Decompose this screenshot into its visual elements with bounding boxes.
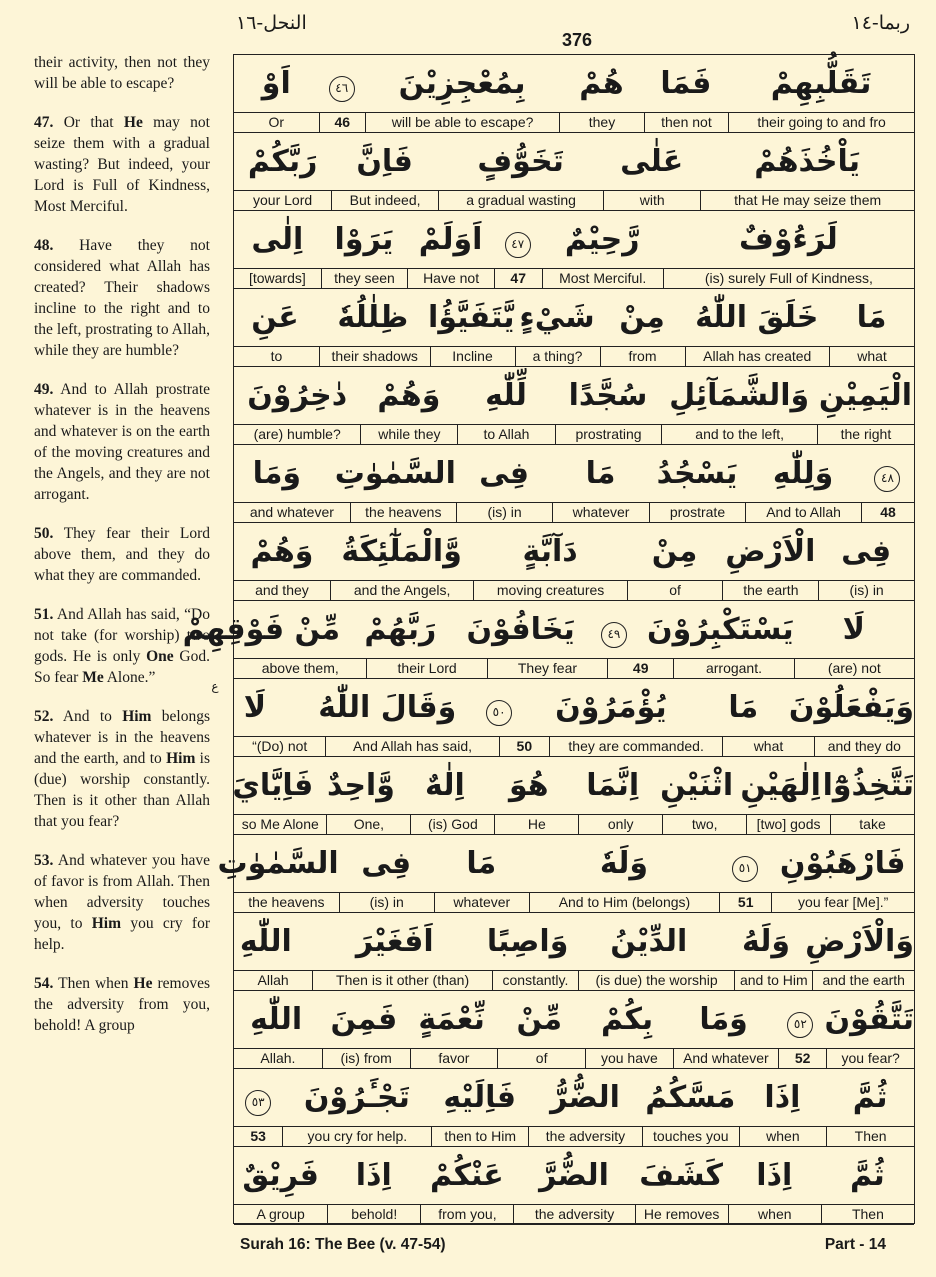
word-translation: (is) surely Full of Kindness, bbox=[663, 269, 914, 288]
commentary-text: their activity, then not they will be able to escape? bbox=[34, 54, 210, 92]
grid-row bbox=[234, 757, 914, 835]
word-translation: then not bbox=[644, 113, 728, 132]
word-translation: And whatever bbox=[673, 1049, 778, 1068]
arabic-word: مَا bbox=[856, 300, 887, 335]
grid-row bbox=[234, 1147, 914, 1225]
arabic-word: وَالْاَرْضِ bbox=[805, 924, 914, 959]
ayah-number-label: 51 bbox=[719, 893, 771, 912]
surah-name: النحل-١٦ bbox=[236, 12, 307, 34]
word-translation: will be able to escape? bbox=[365, 113, 559, 132]
word-translation: But indeed, bbox=[331, 191, 438, 210]
word-translation: Have not bbox=[407, 269, 494, 288]
ayah-number-label: 53 bbox=[250, 1128, 266, 1144]
arabic-word: فِى bbox=[361, 846, 412, 881]
grid-row bbox=[234, 913, 914, 991]
translation-commentary bbox=[34, 52, 210, 1054]
translation-line bbox=[234, 113, 914, 133]
arabic-word: شَيْءٍ bbox=[519, 300, 595, 335]
commentary-text: And to Allah prostrate whatever is in the heavens and whatever is on the earth of the moving creatures and the Angels, and they are not arrogant. bbox=[34, 381, 210, 503]
arabic-word: اِلٰى bbox=[251, 222, 304, 257]
commentary-text: They fear their Lord above them, and they do what they are commanded. bbox=[34, 525, 210, 584]
verse-number: 54. bbox=[34, 975, 54, 992]
ayah-number-label: 48 bbox=[861, 503, 914, 522]
arabic-word: يَسْتَكْبِرُوْنَ bbox=[647, 612, 794, 647]
arabic-word: تَقَلُّبِهِمْ bbox=[770, 66, 872, 101]
ayah-number-cell bbox=[319, 65, 365, 102]
arabic-word: تَتَّخِذُوْٓا bbox=[822, 768, 914, 803]
arabic-word: مِّنْ bbox=[516, 1002, 563, 1037]
word-translation: you have bbox=[585, 1049, 673, 1068]
commentary-text: And Allah has said, “Do not take (for worship) two gods. He is only bbox=[34, 606, 210, 665]
grid-row bbox=[234, 445, 914, 523]
word-translation: the adversity bbox=[528, 1127, 642, 1146]
word-translation: from bbox=[600, 347, 685, 366]
ayah-number-cell bbox=[776, 1001, 824, 1038]
arabic-word: وَيَفْعَلُوْنَ bbox=[788, 690, 914, 725]
arabic-word: يَسْجُدُ bbox=[656, 456, 738, 491]
arabic-word: ظِلٰلُهٗ bbox=[337, 300, 409, 335]
word-translation: and whatever bbox=[249, 504, 334, 520]
word-translation: the heavens bbox=[350, 503, 456, 522]
translation-line bbox=[234, 1205, 914, 1225]
commentary-text: He bbox=[123, 114, 143, 131]
word-translation: prostrate bbox=[649, 503, 745, 522]
verse-number: 49. bbox=[34, 381, 54, 398]
word-translation: Allah. bbox=[260, 1050, 296, 1066]
arabic-word: اِذَا bbox=[764, 1080, 801, 1115]
word-translation: they bbox=[559, 113, 643, 132]
word-translation: And to Him (belongs) bbox=[529, 893, 719, 912]
word-translation: your Lord bbox=[253, 192, 313, 208]
word-translation: their going to and fro bbox=[728, 113, 914, 132]
commentary-text: Then when bbox=[53, 975, 134, 992]
translation-line bbox=[234, 659, 914, 679]
arabic-word: الضُّرُّ bbox=[550, 1080, 620, 1115]
grid-row bbox=[234, 991, 914, 1069]
arabic-word: الضُّرَّ bbox=[539, 1158, 609, 1193]
word-translation: then to Him bbox=[431, 1127, 528, 1146]
arabic-word: السَّمٰوٰتِ bbox=[217, 846, 339, 881]
verse-number: 50. bbox=[34, 525, 54, 542]
word-translation: when bbox=[739, 1127, 827, 1146]
arabic-word: وَلَهٗ bbox=[599, 846, 648, 881]
word-translation: to bbox=[270, 348, 283, 364]
arabic-line bbox=[234, 913, 914, 971]
commentary-text: Alone.” bbox=[103, 669, 156, 686]
word-translation: with bbox=[603, 191, 700, 210]
arabic-word: لِّلّٰهِ bbox=[485, 378, 527, 413]
arabic-word: تَجْـَٔرُوْنَ bbox=[303, 1080, 410, 1115]
translation-line bbox=[234, 737, 914, 757]
arabic-word: يَخَافُوْنَ bbox=[466, 612, 575, 647]
word-translation: only bbox=[578, 815, 662, 834]
arabic-word: نِّعْمَةٍ bbox=[418, 1002, 485, 1037]
arabic-word: عَنْكُمْ bbox=[430, 1158, 504, 1193]
arabic-word: رَبَّهُمْ bbox=[364, 612, 437, 647]
arabic-line bbox=[234, 1147, 914, 1205]
arabic-word: وَهُمْ bbox=[377, 378, 441, 413]
word-translation: constantly. bbox=[492, 971, 578, 990]
arabic-word: الدِّيْنُ bbox=[610, 924, 688, 959]
arabic-word: فَمَا bbox=[660, 66, 712, 101]
word-translation: of bbox=[497, 1049, 585, 1068]
arabic-word: اللّٰهِ bbox=[239, 924, 292, 959]
arabic-word: دَآبَّةٍ bbox=[522, 534, 578, 569]
word-by-word-grid bbox=[182, 54, 915, 1224]
word-translation: they seen bbox=[321, 269, 408, 288]
word-translation: whatever bbox=[434, 893, 529, 912]
page-header bbox=[0, 0, 936, 54]
arabic-word: فَمِنَ bbox=[330, 1002, 398, 1037]
word-translation: the heavens bbox=[248, 894, 325, 910]
word-translation: the earth bbox=[722, 581, 818, 600]
ayah-end-marker: ٥٢ bbox=[787, 1012, 813, 1038]
arabic-line bbox=[234, 1069, 914, 1127]
arabic-word: بِمُعْجِزِيْنَ bbox=[398, 66, 526, 101]
arabic-line bbox=[234, 757, 914, 815]
word-translation: Most Merciful. bbox=[542, 269, 663, 288]
word-translation: moving creatures bbox=[473, 581, 626, 600]
commentary-text: Him bbox=[122, 708, 152, 725]
word-translation: of bbox=[627, 581, 723, 600]
arabic-word: اَوْ bbox=[261, 66, 291, 101]
page-number: 376 bbox=[562, 30, 593, 50]
arabic-word: مَا bbox=[585, 456, 616, 491]
translation-line bbox=[234, 347, 914, 367]
ayah-end-marker: ٤٩ bbox=[601, 622, 627, 648]
grid-row bbox=[182, 601, 914, 679]
word-translation: from you, bbox=[420, 1205, 513, 1224]
word-translation: (are) not bbox=[794, 659, 914, 678]
word-translation: One, bbox=[326, 815, 410, 834]
word-translation: (are) humble? bbox=[253, 426, 341, 442]
word-translation: And to Allah bbox=[745, 503, 861, 522]
commentary-text: Or that bbox=[53, 114, 124, 131]
arabic-line bbox=[234, 55, 914, 113]
arabic-word: كَشَفَ bbox=[639, 1158, 723, 1193]
arabic-word: وَمَا bbox=[699, 1002, 748, 1037]
word-translation: take bbox=[830, 815, 914, 834]
ayah-end-marker: ٤٦ bbox=[329, 76, 355, 102]
arabic-line bbox=[234, 991, 914, 1049]
verse-number: 48. bbox=[34, 237, 54, 254]
word-translation: (is due) the worship bbox=[578, 971, 734, 990]
grid-row bbox=[234, 679, 914, 757]
part-name: ربما-١٤ bbox=[851, 12, 910, 34]
commentary-text: you cry for help. bbox=[34, 915, 210, 953]
arabic-word: تَخَوُّفٍ bbox=[477, 144, 564, 179]
ayah-end-marker: ٥٣ bbox=[245, 1090, 271, 1116]
arabic-line bbox=[234, 445, 914, 503]
grid-row bbox=[234, 1069, 914, 1147]
word-translation: favor bbox=[410, 1049, 498, 1068]
ayah-number-cell bbox=[861, 455, 914, 492]
word-translation: they are commanded. bbox=[549, 737, 722, 756]
translation-line bbox=[234, 971, 914, 991]
arabic-word: يُؤْمَرُوْنَ bbox=[555, 690, 667, 725]
footer-title: Surah 16: The Bee (v. 47-54) bbox=[240, 1236, 446, 1253]
translation-line bbox=[234, 1127, 914, 1147]
arabic-word: وَمَا bbox=[252, 456, 302, 491]
commentary-text: is (due) worship constantly. Then is it other than Allah that you fear? bbox=[34, 750, 210, 830]
footer-part: Part - 14 bbox=[824, 1236, 886, 1253]
arabic-word: فِى bbox=[479, 456, 530, 491]
arabic-word: فَاِلَيْهِ bbox=[443, 1080, 516, 1115]
translation-line bbox=[234, 425, 914, 445]
arabic-word: اثْنَيْنِ bbox=[660, 768, 734, 803]
word-translation: prostrating bbox=[555, 425, 662, 444]
word-translation: so Me Alone bbox=[241, 816, 319, 832]
arabic-word: اِذَا bbox=[355, 1158, 392, 1193]
commentary-paragraph bbox=[34, 706, 210, 832]
word-translation: touches you bbox=[642, 1127, 739, 1146]
commentary-paragraph bbox=[34, 235, 210, 361]
grid-row bbox=[234, 523, 914, 601]
word-translation: (is) in bbox=[818, 581, 914, 600]
arabic-word: ثُمَّ bbox=[850, 1158, 885, 1193]
arabic-word: عَنِ bbox=[251, 300, 299, 335]
arabic-word: لَا bbox=[243, 690, 267, 725]
arabic-word: وَلِلّٰهِ bbox=[772, 456, 834, 491]
translation-line bbox=[234, 503, 914, 523]
arabic-line bbox=[217, 835, 914, 893]
arabic-word: مَسَّكُمُ bbox=[645, 1080, 736, 1115]
commentary-text: may not seize them with a gradual wasting? But indeed, your Lord is Full of Kindness, Most Merciful. bbox=[34, 114, 210, 215]
arabic-word: عَلٰى bbox=[620, 144, 684, 179]
commentary-text: Have they not considered what Allah has created? Their shadows incline to the right and to the left, prostrating to Allah, while they are humble? bbox=[34, 237, 210, 359]
word-translation: Then is it other (than) bbox=[312, 971, 492, 990]
commentary-paragraph bbox=[34, 112, 210, 217]
commentary-text: And to bbox=[53, 708, 123, 725]
word-translation: He bbox=[494, 815, 578, 834]
arabic-word: رَّحِيْمٌ bbox=[564, 222, 640, 257]
arabic-line bbox=[234, 133, 914, 191]
translation-line bbox=[234, 191, 914, 211]
commentary-text: belongs whatever is in the heavens and the earth, and to bbox=[34, 708, 210, 767]
arabic-line bbox=[234, 367, 914, 425]
arabic-line bbox=[234, 211, 914, 269]
word-translation: and to the left, bbox=[661, 425, 816, 444]
commentary-paragraph bbox=[34, 523, 210, 586]
arabic-word: وَلَهُ bbox=[741, 924, 791, 959]
word-translation: [towards] bbox=[248, 270, 306, 286]
translation-line bbox=[234, 1049, 914, 1069]
word-translation: that He may seize them bbox=[700, 191, 914, 210]
word-translation: whatever bbox=[552, 503, 648, 522]
word-translation: A group bbox=[256, 1206, 305, 1222]
translation-line bbox=[234, 893, 914, 913]
arabic-word: اِذَا bbox=[756, 1158, 793, 1193]
arabic-word: اَوَلَمْ bbox=[418, 222, 483, 257]
commentary-paragraph bbox=[34, 379, 210, 505]
commentary-text: God. So fear bbox=[34, 648, 211, 686]
commentary-paragraph bbox=[34, 850, 210, 955]
commentary-paragraph bbox=[34, 52, 210, 94]
word-translation: two, bbox=[662, 815, 746, 834]
arabic-word: اَفَغَيْرَ bbox=[355, 924, 434, 959]
word-translation: Allah has created bbox=[685, 347, 830, 366]
arabic-word: فِى bbox=[841, 534, 892, 569]
word-translation: what bbox=[829, 347, 914, 366]
commentary-text: He bbox=[133, 975, 153, 992]
arabic-line bbox=[234, 679, 914, 737]
word-translation: their Lord bbox=[366, 659, 486, 678]
page-footer bbox=[0, 1236, 936, 1262]
word-translation: the right bbox=[817, 425, 914, 444]
arabic-word: هُوَ bbox=[509, 768, 549, 803]
arabic-word: مِنْ bbox=[651, 534, 698, 569]
arabic-word: فَاِيَّايَ bbox=[232, 768, 314, 803]
arabic-word: مِّنْ فَوْقِهِمْ bbox=[182, 612, 341, 647]
verse-number: 53. bbox=[34, 852, 54, 869]
ayah-number-label: 52 bbox=[778, 1049, 826, 1068]
word-translation: and to Him bbox=[734, 971, 812, 990]
word-translation: the adversity bbox=[513, 1205, 634, 1224]
arabic-word: تَتَّقُوْنَ bbox=[824, 1002, 914, 1037]
word-translation: and they do bbox=[814, 737, 914, 756]
arabic-word: الْاَرْضِ bbox=[725, 534, 816, 569]
word-translation: you cry for help. bbox=[282, 1127, 431, 1146]
grid-row bbox=[234, 367, 914, 445]
word-translation: “(Do) not bbox=[252, 738, 308, 754]
commentary-text: removes the adversity from you, behold! A group bbox=[34, 975, 210, 1034]
commentary-text: And whatever you have of favor is from Allah. Then when adversity touches you, to bbox=[34, 852, 210, 932]
translation-line bbox=[234, 269, 914, 289]
word-translation: when bbox=[728, 1205, 821, 1224]
arabic-word: بِكُمْ bbox=[600, 1002, 654, 1037]
arabic-word: يَّتَفَيَّؤُا bbox=[428, 300, 515, 335]
arabic-word: الْيَمِيْنِ bbox=[818, 378, 912, 413]
ayah-number-cell bbox=[474, 689, 524, 726]
verse-number: 47. bbox=[34, 114, 54, 131]
grid-row bbox=[234, 133, 914, 211]
commentary-text: Him bbox=[166, 750, 196, 767]
grid-row bbox=[234, 55, 914, 133]
arabic-word: مَا bbox=[728, 690, 759, 725]
ayah-number-label: 49 bbox=[607, 659, 673, 678]
word-translation: He removes bbox=[635, 1205, 728, 1224]
arabic-word: فَارْهَبُوْنِ bbox=[779, 846, 906, 881]
arabic-word: اِلٰهٌ bbox=[425, 768, 465, 803]
commentary-text: Me bbox=[82, 669, 104, 686]
arabic-word: وَّالْمَلٰٓئِكَةُ bbox=[341, 534, 462, 569]
ayah-number-cell bbox=[581, 611, 647, 648]
word-translation: Incline bbox=[430, 347, 515, 366]
arabic-word: رَبَّكُمْ bbox=[247, 144, 318, 179]
translation-line bbox=[234, 581, 914, 601]
arabic-word: اِلٰهَيْنِ bbox=[740, 768, 821, 803]
word-translation: (is) God bbox=[410, 815, 494, 834]
grid-row bbox=[217, 835, 914, 913]
arabic-word: خَلَقَ اللّٰهُ bbox=[695, 300, 819, 335]
arabic-word: وَهُمْ bbox=[250, 534, 314, 569]
ayah-end-marker: ٤٨ bbox=[874, 466, 900, 492]
arabic-line bbox=[234, 289, 914, 347]
arabic-word: فَاِنَّ bbox=[356, 144, 413, 179]
translation-line bbox=[234, 815, 914, 835]
word-translation: and they bbox=[255, 582, 309, 598]
word-translation: Allah bbox=[257, 972, 289, 988]
ruku-mark: ع bbox=[211, 679, 219, 693]
arabic-word: يَرَوْا bbox=[334, 222, 394, 257]
word-translation: a thing? bbox=[515, 347, 600, 366]
word-translation: behold! bbox=[327, 1205, 420, 1224]
word-translation: what bbox=[722, 737, 813, 756]
ayah-number-label: 50 bbox=[499, 737, 549, 756]
word-translation: They fear bbox=[487, 659, 607, 678]
arabic-word: اِنَّمَا bbox=[586, 768, 640, 803]
arabic-word: يَاْخُذَهُمْ bbox=[754, 144, 861, 179]
word-translation: Or bbox=[268, 114, 285, 130]
word-translation: (is) in bbox=[339, 893, 434, 912]
ayah-number-cell bbox=[234, 1079, 282, 1116]
word-translation: and the Angels, bbox=[330, 581, 474, 600]
ayah-end-marker: ٥٠ bbox=[486, 700, 512, 726]
word-translation: you fear? bbox=[826, 1049, 914, 1068]
arabic-word: سُجَّدًا bbox=[568, 378, 648, 413]
ayah-end-marker: ٥١ bbox=[732, 856, 758, 882]
word-translation: above them, bbox=[261, 660, 339, 676]
arabic-word: مِنْ bbox=[619, 300, 665, 335]
arabic-word: وَقَالَ اللّٰهُ bbox=[318, 690, 457, 725]
commentary-text: Him bbox=[91, 915, 122, 932]
arabic-word: اللّٰهِ bbox=[250, 1002, 303, 1037]
ayah-number-label: 46 bbox=[319, 113, 365, 132]
arabic-word: ثُمَّ bbox=[852, 1080, 888, 1115]
word-translation: Then bbox=[821, 1205, 914, 1224]
ayah-number-label: 47 bbox=[494, 269, 542, 288]
word-translation: their shadows bbox=[319, 347, 430, 366]
word-translation: a gradual wasting bbox=[438, 191, 603, 210]
word-translation: [two] gods bbox=[746, 815, 830, 834]
arabic-word: وَالشَّمَآئِلِ bbox=[669, 378, 810, 413]
arabic-word: لَرَءُوْفٌ bbox=[739, 222, 838, 257]
ayah-number-cell bbox=[719, 845, 771, 882]
word-translation: Then bbox=[826, 1127, 914, 1146]
arabic-word: وَاصِبًا bbox=[486, 924, 569, 959]
word-translation: you fear [Me].” bbox=[771, 893, 914, 912]
ayah-number-cell bbox=[494, 221, 542, 258]
arabic-line bbox=[182, 601, 914, 659]
arabic-word: فَرِيْقٌ bbox=[242, 1158, 319, 1193]
word-translation: to Allah bbox=[457, 425, 554, 444]
word-translation: (is) from bbox=[322, 1049, 410, 1068]
arabic-word: دٰخِرُوْنَ bbox=[247, 378, 348, 413]
arabic-word: وَّاحِدٌ bbox=[326, 768, 395, 803]
arabic-word: السَّمٰوٰتِ bbox=[334, 456, 456, 491]
commentary-paragraph bbox=[34, 973, 210, 1036]
word-translation: (is) in bbox=[456, 503, 552, 522]
verse-number: 51. bbox=[34, 606, 54, 623]
arabic-word: مَا bbox=[466, 846, 497, 881]
word-translation: and the earth bbox=[812, 971, 914, 990]
word-translation: arrogant. bbox=[673, 659, 793, 678]
grid-row bbox=[234, 211, 914, 289]
word-translation: while they bbox=[360, 425, 457, 444]
grid-row bbox=[234, 289, 914, 367]
arabic-line bbox=[234, 523, 914, 581]
ayah-end-marker: ٤٧ bbox=[505, 232, 531, 258]
arabic-word: لَا bbox=[842, 612, 865, 647]
verse-number: 52. bbox=[34, 708, 54, 725]
arabic-word: هُمْ bbox=[579, 66, 624, 101]
commentary-text: One bbox=[146, 648, 174, 665]
word-translation: And Allah has said, bbox=[325, 737, 498, 756]
